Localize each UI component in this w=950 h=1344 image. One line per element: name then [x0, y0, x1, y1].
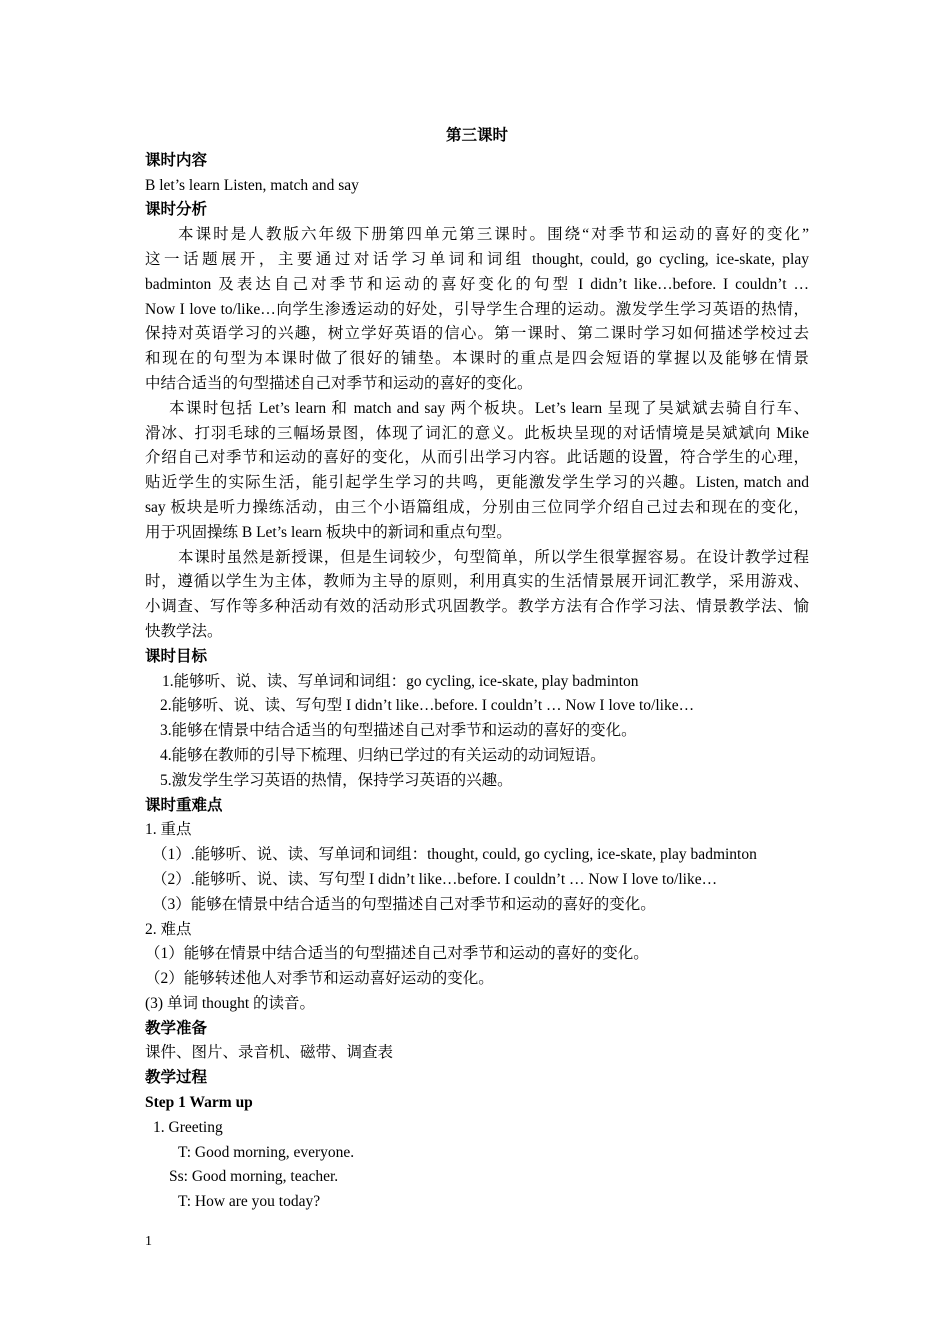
text-line: 本课时是人教版六年级下册第四单元第三课时。围绕“对季节和运动的喜好的变化”	[178, 226, 809, 244]
section-heading: 教学过程	[145, 1069, 208, 1087]
document-body	[145, 124, 809, 1215]
section-heading: 课时内容	[145, 151, 208, 169]
section-heading: Step 1 Warm up	[145, 1094, 253, 1112]
text-line: 本课时虽然是新授课，但是生词较少，句型简单，所以学生很掌握容易。在设计教学过程	[178, 548, 809, 566]
text-line: say 板块是听力操练活动，由三个小语篇组成，分别由三位同学介绍自己过去和现在的变化，	[145, 498, 809, 516]
section-heading: 课时目标	[145, 647, 208, 665]
text-line: 时，遵循以学生为主体，教师为主导的原则，利用真实的生活情景展开词汇教学，采用游戏、	[145, 573, 809, 591]
text-line: 小调查、写作等多种活动有效的活动形式巩固教学。教学方法有合作学习法、情景教学法、愉	[145, 598, 809, 616]
text-line: 1.能够听、说、读、写单词和词组：go cycling, ice-skate, play badminton	[162, 672, 639, 690]
text-line: （3）能够在情景中结合适当的句型描述自己对季节和运动的喜好的变化。	[152, 895, 656, 913]
text-line: Ss: Good morning, teacher.	[169, 1168, 339, 1186]
text-line: 这一话题展开，主要通过对话学习单词和词组 thought, could, go cycling, ice-skate, play	[145, 250, 809, 268]
text-line: 1. 重点	[145, 821, 192, 839]
text-line: 贴近学生的实际生活，能引起学生学习的共鸣，更能激发学生学习的兴趣。Listen, match and	[145, 474, 809, 492]
text-line: Now I love to/like…向学生渗透运动的好处，引导学生合理的运动。激发学生学习英语的热情，	[145, 300, 809, 318]
text-line: 5.激发学生学习英语的热情，保持学习英语的兴趣。	[160, 771, 513, 789]
document-title: 第三课时	[445, 127, 508, 144]
text-line: 2. 难点	[145, 920, 192, 938]
text-line: T: How are you today?	[178, 1193, 321, 1211]
text-line: 1. Greeting	[153, 1118, 223, 1136]
text-line: 介绍自己对季节和运动的喜好的变化，从而引出学习内容。此话题的设置，符合学生的心理，	[145, 449, 809, 467]
text-line: （2）能够转述他人对季节和运动喜好运动的变化。	[145, 970, 494, 988]
text-line: T: Good morning, everyone.	[178, 1143, 355, 1161]
text-line: 2.能够听、说、读、写句型 I didn’t like…before. I couldn’t … Now I love to/like…	[160, 697, 695, 715]
text-line: badminton 及表达自己对季节和运动的喜好变化的句型 I didn’t like…before. I couldn’t …	[145, 275, 809, 293]
text-line: 本课时包括 Let’s learn 和 match and say 两个板块。Let’s learn 呈现了吴斌斌去骑自行车、	[169, 399, 809, 417]
text-line: 课件、图片、录音机、磁带、调查表	[145, 1044, 394, 1062]
text-line: 和现在的句型为本课时做了很好的铺垫。本课时的重点是四会短语的掌握以及能够在情景	[145, 350, 809, 368]
text-line: 保持对英语学习的兴趣，树立学好英语的信心。第一课时、第二课时学习如何描述学校过去	[145, 325, 809, 343]
text-line: 用于巩固操练 B Let’s learn 板块中的新词和重点句型。	[145, 523, 512, 541]
section-heading: 教学准备	[145, 1019, 208, 1037]
text-line: 3.能够在情景中结合适当的句型描述自己对季节和运动的喜好的变化。	[160, 722, 637, 740]
text-line: 快教学法。	[145, 622, 223, 640]
text-line: （2）.能够听、说、读、写句型 I didn’t like…before. I couldn’t … Now I love to/like…	[152, 870, 718, 888]
text-line: 中结合适当的句型描述自己对季节和运动的喜好的变化。	[145, 374, 533, 392]
section-heading: 课时重难点	[145, 796, 223, 814]
text-line: 4.能够在教师的引导下梳理、归纳已学过的有关运动的动词短语。	[160, 746, 606, 764]
text-line: B let’s learn Listen, match and say	[145, 176, 359, 194]
page-number: 1	[145, 1234, 152, 1249]
text-line: (3) 单词 thought 的读音。	[145, 994, 316, 1012]
text-line: （1）.能够听、说、读、写单词和词组：thought, could, go cycling, ice-skate, play badminton	[152, 846, 757, 864]
section-heading: 课时分析	[145, 201, 208, 219]
text-line: （1）能够在情景中结合适当的句型描述自己对季节和运动的喜好的变化。	[145, 945, 649, 963]
text-line: 滑冰、打羽毛球的三幅场景图，体现了词汇的意义。此板块呈现的对话情境是吴斌斌向 Mike	[145, 424, 809, 442]
